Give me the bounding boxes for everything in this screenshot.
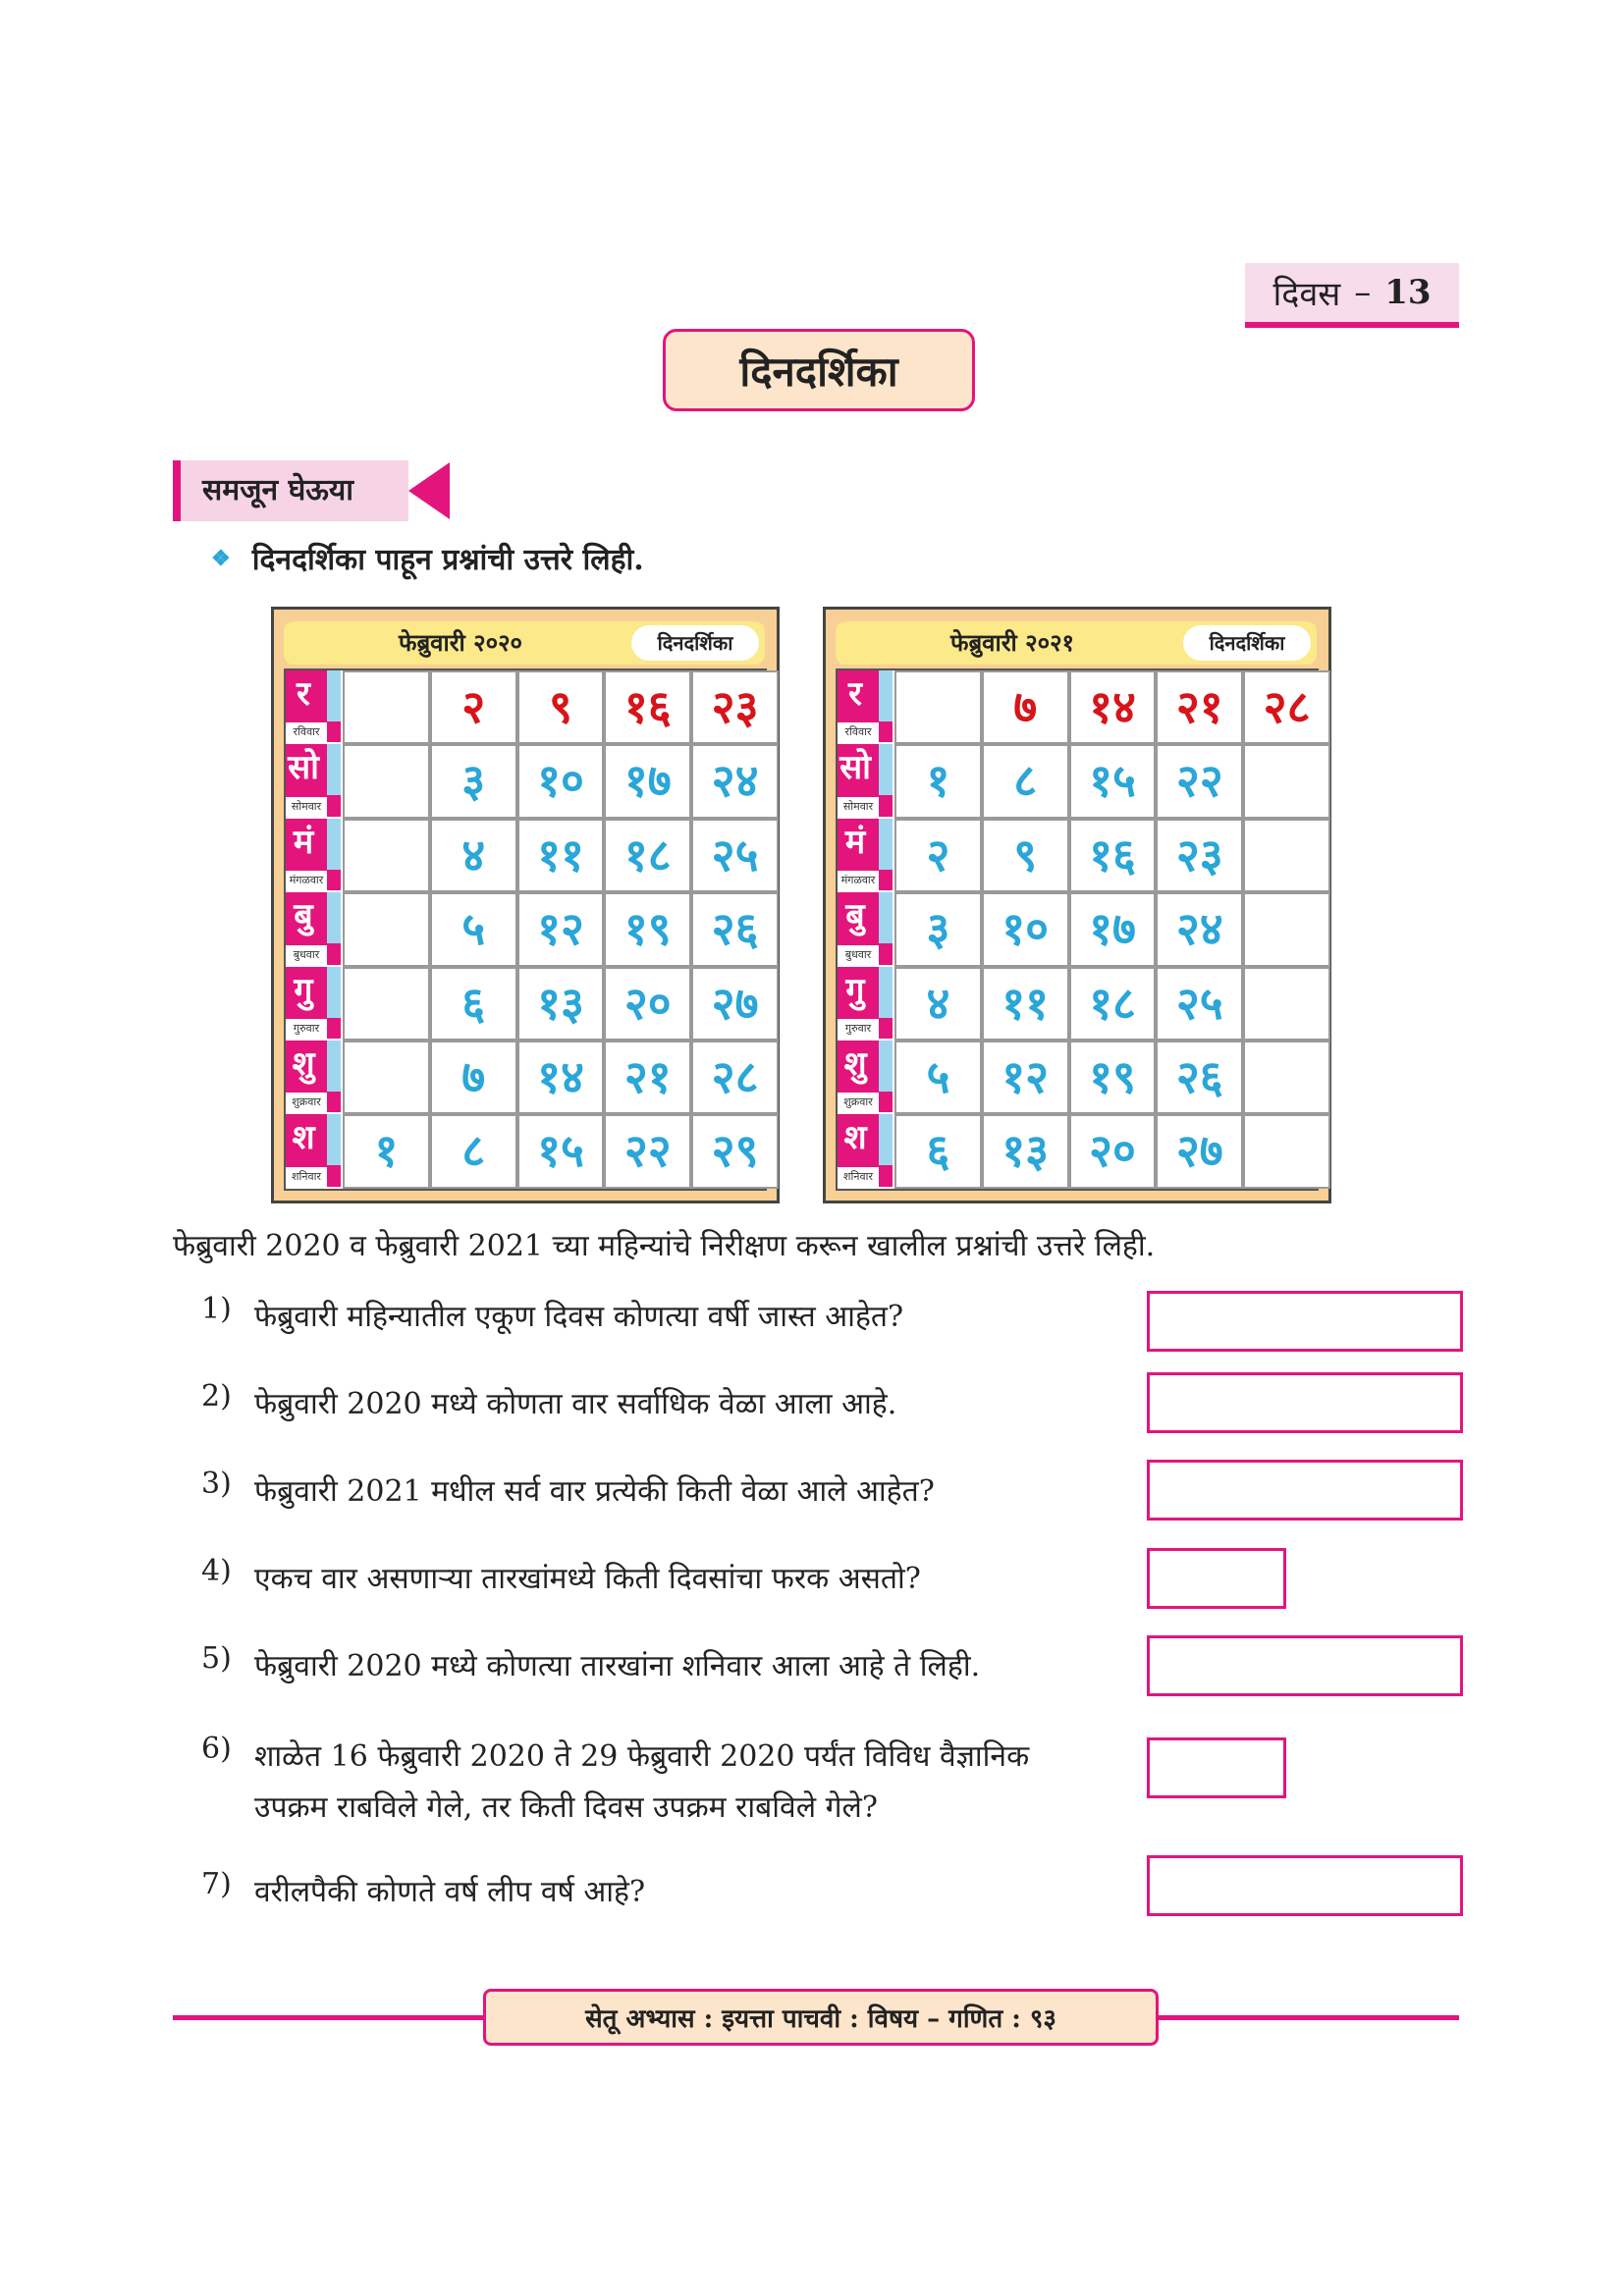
question-text: वरीलपैकी कोणते वर्ष लीप वर्ष आहे? — [254, 1875, 646, 1909]
weekday-0 — [838, 670, 893, 744]
weekday-full: शनिवार — [838, 1167, 879, 1187]
weekday-strip — [879, 1114, 893, 1165]
question-number: 4) — [201, 1554, 232, 1588]
date-cell — [1243, 967, 1330, 1041]
calendar-header — [284, 621, 765, 665]
date-cell: १५ — [517, 1114, 605, 1188]
weekday-6 — [286, 1114, 341, 1188]
date-cell — [1243, 744, 1330, 818]
weekday-2 — [838, 819, 893, 892]
date-cell: ६ — [894, 1114, 982, 1188]
answer-box-2[interactable] — [1147, 1372, 1463, 1433]
weekday-abbr: शु — [292, 1044, 315, 1084]
weekday-strip — [879, 670, 893, 721]
page-title: दिनदर्शिका — [663, 329, 975, 411]
weekday-5 — [286, 1041, 341, 1114]
weekday-0 — [286, 670, 341, 744]
weekday-full: सोमवार — [286, 797, 327, 817]
date-cell: ५ — [430, 892, 517, 966]
date-cell: १२ — [517, 892, 605, 966]
question-text: फेब्रुवारी 2020 मध्ये कोणत्या तारखांना शनिवार आला आहे ते लिही. — [254, 1649, 981, 1683]
weekday-2 — [286, 819, 341, 892]
date-cell: २ — [894, 819, 982, 892]
date-cell — [343, 744, 430, 818]
calendar-month: फेब्रुवारी २०२१ — [949, 628, 1075, 657]
weekday-abbr: सो — [839, 748, 871, 788]
section-tag — [173, 460, 450, 521]
weekday-strip — [327, 892, 341, 943]
date-cell: १८ — [604, 819, 691, 892]
section-label: समजून घेऊया — [202, 473, 354, 507]
date-cell: २९ — [691, 1114, 779, 1188]
weekday-full: मंगळवार — [286, 871, 327, 890]
weekday-full: गुरुवार — [838, 1019, 879, 1039]
question-number: 5) — [201, 1641, 232, 1676]
date-cell: १९ — [604, 892, 691, 966]
date-cell: १६ — [1069, 819, 1157, 892]
date-cell: १ — [894, 744, 982, 818]
weekday-strip — [879, 892, 893, 943]
date-cell — [343, 892, 430, 966]
weekday-strip — [327, 967, 341, 1018]
date-cell: १३ — [517, 967, 605, 1041]
weekday-abbr: मं — [844, 822, 866, 862]
date-cell — [343, 967, 430, 1041]
weekday-1 — [286, 744, 341, 818]
day-label: दिवस — [1272, 275, 1341, 314]
date-cell — [1243, 892, 1330, 966]
answer-box-4[interactable] — [1147, 1548, 1286, 1609]
instruction — [211, 538, 644, 578]
question-number: 2) — [201, 1379, 232, 1414]
answer-box-1[interactable] — [1147, 1291, 1463, 1352]
calendar-grid — [836, 668, 1319, 1191]
weekday-full: रविवार — [286, 722, 327, 742]
weekday-5 — [838, 1041, 893, 1114]
date-cell: २७ — [1156, 1114, 1243, 1188]
weekday-3 — [286, 892, 341, 966]
date-cell: २० — [604, 967, 691, 1041]
weekday-abbr: श — [843, 1118, 867, 1158]
weekday-abbr: बु — [845, 896, 865, 936]
date-cell: १७ — [604, 744, 691, 818]
date-cell: १० — [982, 892, 1069, 966]
weekday-strip — [327, 819, 341, 870]
date-cell: २१ — [1156, 670, 1243, 744]
date-cell: १ — [343, 1114, 430, 1188]
weekday-full: मंगळवार — [838, 871, 879, 890]
date-cell: ९ — [982, 819, 1069, 892]
question-text: फेब्रुवारी 2020 मध्ये कोणता वार सर्वाधिक वेळा आला आहे. — [254, 1387, 897, 1421]
question-text: एकच वार असणाऱ्या तारखांमध्ये किती दिवसांचा फरक असतो? — [254, 1562, 921, 1596]
calendar-feb-2020 — [271, 607, 780, 1203]
date-cell: २५ — [691, 819, 779, 892]
weekday-strip — [879, 967, 893, 1018]
question-2 — [201, 1379, 896, 1430]
weekday-abbr: गु — [845, 970, 865, 1010]
question-text-line-2: उपक्रम राबविले गेले, तर किती दिवस उपक्रम राबविले गेले? — [254, 1790, 878, 1825]
date-cell: ७ — [982, 670, 1069, 744]
date-cell: १० — [517, 744, 605, 818]
weekday-4 — [838, 967, 893, 1041]
weekday-1 — [838, 744, 893, 818]
date-cell: ११ — [517, 819, 605, 892]
answer-box-7[interactable] — [1147, 1855, 1463, 1916]
date-cell: ८ — [430, 1114, 517, 1188]
intro-text: फेब्रुवारी 2020 व फेब्रुवारी 2021 च्या महिन्यांचे निरीक्षण करून खालील प्रश्नांची उत्तरे लिही. — [173, 1229, 1156, 1263]
date-cell — [1243, 1114, 1330, 1188]
question-1 — [201, 1292, 903, 1343]
question-number: 6) — [201, 1732, 232, 1766]
weekday-strip — [879, 744, 893, 795]
answer-box-5[interactable] — [1147, 1635, 1463, 1696]
weekday-full: बुधवार — [286, 945, 327, 965]
date-cell: १४ — [517, 1041, 605, 1114]
diamond-bullet-icon: ❖ — [211, 545, 231, 571]
date-cell: २ — [430, 670, 517, 744]
question-text: फेब्रुवारी 2021 मधील सर्व वार प्रत्येकी किती वेळा आले आहेत? — [254, 1474, 935, 1509]
weekday-abbr: मं — [293, 822, 314, 862]
weekday-abbr: र — [297, 674, 310, 714]
weekday-abbr: गु — [294, 970, 313, 1010]
calendar-feb-2021 — [823, 607, 1331, 1203]
date-cell: ८ — [982, 744, 1069, 818]
question-number: 7) — [201, 1867, 232, 1901]
weekday-full: शनिवार — [286, 1167, 327, 1187]
calendar-name: दिनदर्शिका — [631, 625, 759, 661]
instruction-text: दिनदर्शिका पाहून प्रश्नांची उत्तरे लिही. — [251, 543, 644, 577]
weekday-full: शुक्रवार — [286, 1093, 327, 1112]
date-cell — [1243, 1041, 1330, 1114]
date-cell: २८ — [1243, 670, 1330, 744]
footer-label: सेतू अभ्यास : इयत्ता पाचवी : विषय – गणित : ९३ — [483, 1989, 1159, 2046]
calendar-header — [836, 621, 1317, 665]
date-cell: २५ — [1156, 967, 1243, 1041]
calendar-grid — [284, 668, 767, 1191]
weekday-full: गुरुवार — [286, 1019, 327, 1039]
date-cell — [343, 670, 430, 744]
question-3 — [201, 1467, 935, 1518]
weekday-abbr: श — [292, 1118, 315, 1158]
date-cell — [343, 819, 430, 892]
weekday-strip — [327, 670, 341, 721]
answer-box-3[interactable] — [1147, 1460, 1463, 1521]
question-number: 3) — [201, 1467, 232, 1501]
date-cell: ३ — [430, 744, 517, 818]
date-cell: १३ — [982, 1114, 1069, 1188]
date-cell: २३ — [1156, 819, 1243, 892]
weekday-abbr: शु — [843, 1044, 867, 1084]
question-text: फेब्रुवारी महिन्यातील एकूण दिवस कोणत्या वर्षी जास्त आहेत? — [254, 1300, 904, 1334]
weekday-strip — [327, 1041, 341, 1092]
calendar-month: फेब्रुवारी २०२० — [398, 628, 523, 657]
date-cell: १२ — [982, 1041, 1069, 1114]
date-cell: २४ — [1156, 892, 1243, 966]
answer-box-6[interactable] — [1147, 1737, 1286, 1798]
date-cell: ५ — [894, 1041, 982, 1114]
date-cell: २० — [1069, 1114, 1157, 1188]
calendar-name: दिनदर्शिका — [1183, 625, 1311, 661]
weekday-strip — [879, 1041, 893, 1092]
question-text-line-1: शाळेत 16 फेब्रुवारी 2020 ते 29 फेब्रुवारी 2020 पर्यंत विविध वैज्ञानिक — [254, 1739, 1030, 1774]
date-cell: १४ — [1069, 670, 1157, 744]
date-cell: १८ — [1069, 967, 1157, 1041]
date-cell: १५ — [1069, 744, 1157, 818]
day-tag — [1245, 263, 1459, 328]
day-number: 13 — [1384, 273, 1432, 312]
date-cell: २६ — [1156, 1041, 1243, 1114]
question-7 — [201, 1867, 645, 1918]
date-cell: २४ — [691, 744, 779, 818]
date-cell: ४ — [894, 967, 982, 1041]
date-cell: २१ — [604, 1041, 691, 1114]
weekday-full: शुक्रवार — [838, 1093, 879, 1112]
date-cell: २२ — [604, 1114, 691, 1188]
date-cell: ६ — [430, 967, 517, 1041]
weekday-3 — [838, 892, 893, 966]
date-cell: २८ — [691, 1041, 779, 1114]
date-cell: २६ — [691, 892, 779, 966]
section-arrow-icon — [408, 462, 450, 519]
date-cell — [894, 670, 982, 744]
date-cell: ७ — [430, 1041, 517, 1114]
weekday-full: बुधवार — [838, 945, 879, 965]
date-cell: ९ — [517, 670, 605, 744]
date-cell: ३ — [894, 892, 982, 966]
question-number: 1) — [201, 1292, 232, 1326]
date-cell: १६ — [604, 670, 691, 744]
date-cell — [1243, 819, 1330, 892]
date-cell — [343, 1041, 430, 1114]
date-cell: २३ — [691, 670, 779, 744]
date-cell: २७ — [691, 967, 779, 1041]
date-cell: ११ — [982, 967, 1069, 1041]
date-cell: १७ — [1069, 892, 1157, 966]
weekday-full: सोमवार — [838, 797, 879, 817]
weekday-abbr: र — [848, 674, 862, 714]
date-cell: १९ — [1069, 1041, 1157, 1114]
weekday-full: रविवार — [838, 722, 879, 742]
weekday-strip — [327, 1114, 341, 1165]
date-cell: ४ — [430, 819, 517, 892]
weekday-strip — [879, 819, 893, 870]
question-5 — [201, 1641, 980, 1692]
weekday-strip — [327, 744, 341, 795]
weekday-6 — [838, 1114, 893, 1188]
question-6 — [201, 1732, 1029, 1834]
day-dash: – — [1354, 273, 1372, 312]
question-4 — [201, 1554, 921, 1605]
weekday-abbr: सो — [288, 748, 319, 788]
weekday-4 — [286, 967, 341, 1041]
date-cell: २२ — [1156, 744, 1243, 818]
weekday-abbr: बु — [294, 896, 313, 936]
